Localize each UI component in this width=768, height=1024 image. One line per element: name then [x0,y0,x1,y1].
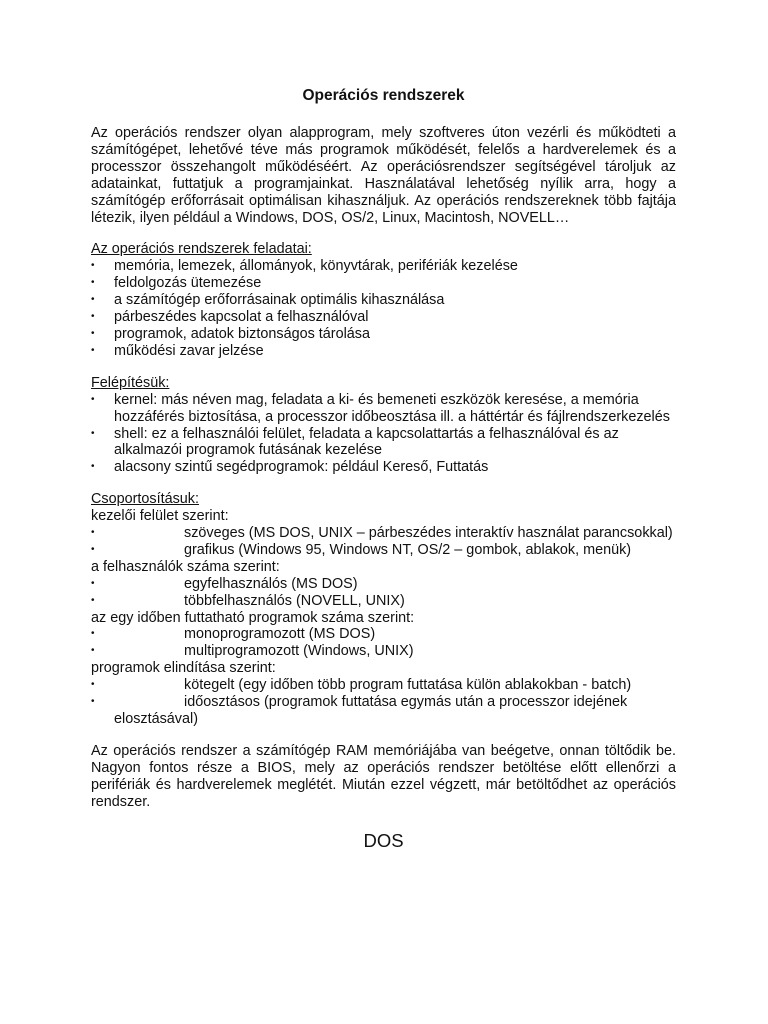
structure-heading: Felépítésük: [91,374,170,391]
group-item-text: multiprogramozott (Windows, UNIX) [184,643,414,660]
group-item-text: monoprogramozott (MS DOS) [184,626,376,643]
bullet-icon: • [91,461,95,473]
structure-section [91,375,676,476]
dos-heading: DOS [363,829,404,851]
task-item [91,292,676,309]
task-item [91,343,676,360]
group-item [91,525,676,542]
tasks-list [91,258,676,359]
task-item [91,275,676,292]
group-item [91,694,676,728]
tasks-section [91,241,676,359]
document-page [91,86,676,852]
group-item-text: grafikus (Windows 95, Windows NT, OS/2 – gombok, ablakok, menük) [184,541,632,558]
group-item [91,576,676,593]
structure-list [91,392,676,477]
list-item-text: párbeszédes kapcsolat a felhasználóval [114,309,369,326]
group-item-text: egyfelhasználós (MS DOS) [184,575,358,592]
bullet-icon: • [91,260,95,272]
bullet-icon: • [91,344,95,356]
bullet-icon: • [91,577,95,589]
grouping-heading: Csoportosításuk: [91,491,199,508]
bullet-icon: • [91,628,95,640]
bullet-icon: • [91,277,95,289]
list-item-text: a számítógép erőforrásainak optimális kihasználása [114,292,445,309]
bullet-icon: • [91,393,95,405]
group-item [91,593,676,610]
bullet-icon: • [91,427,95,439]
group-item [91,626,676,643]
bullet-icon: • [91,527,95,539]
group-label: az egy időben futtatható programok száma szerint: [91,609,415,626]
bullet-icon: • [91,594,95,606]
task-item [91,326,676,343]
group-item-text: többfelhasználós (NOVELL, UNIX) [184,592,405,609]
page-title: Operációs rendszerek [302,87,465,104]
group-item-text: szöveges (MS DOS, UNIX – párbeszédes interaktív használat parancsokkal) [184,525,673,542]
list-item-text: kernel: más néven mag, feladata a ki- és bemeneti eszközök keresése, a memória hozzáférés biztosítása, a processzor időbeosztása ill. a háttértár és fájlrendszerkezelés [114,391,670,425]
group-item-text: időosztásos (programok futtatása egymás után a processzor idejének elosztásával) [114,694,628,727]
list-item-text: shell: ez a felhasználói felület, feladata a kapcsolattartás a felhasználóval és az alkalmazói programok futásának kezelése [114,425,619,459]
list-item-text: alacsony szintű segédprogramok: például Kereső, Futtatás [114,459,489,476]
group-item [91,677,676,694]
bullet-icon: • [91,543,95,555]
list-item-text: memória, lemezek, állományok, könyvtárak, perifériák kezelése [114,258,518,275]
group-label: a felhasználók száma szerint: [91,558,280,575]
group-item-text: kötegelt (egy időben több program futtatása külön ablakokban - batch) [184,677,632,694]
tasks-heading: Az operációs rendszerek feladatai: [91,241,312,258]
structure-item [91,459,676,476]
list-item-text: működési zavar jelzése [114,342,264,359]
bullet-icon: • [91,679,95,691]
structure-item [91,426,676,460]
boot-paragraph: Az operációs rendszer a számítógép RAM memóriájába van beégetve, onnan töltődik be. Nagyon fontos része a BIOS, mely az operációs rendszer betöltése előtt ellenőrzi a perifériák és hardverelemek meglétét. Miután ezzel végzett, már betöltődhet az operációs rendszer. [91,742,676,810]
group-item [91,542,676,559]
list-item-text: feldolgozás ütemezése [114,275,262,292]
bullet-icon: • [91,645,95,657]
bullet-icon: • [91,294,95,306]
group-label: kezelői felület szerint: [91,508,229,525]
bullet-icon: • [91,696,95,708]
bullet-icon: • [91,327,95,339]
intro-paragraph: Az operációs rendszer olyan alapprogram, mely szoftveres úton vezérli és működteti a számítógépet, lehetővé téve más programok működését, felelős a hardverelemek és a processzor összehangolt működéséért. Az operációsrendszer segítségével tároljuk az adatainkat, futtatjuk a programjainkat. Használatával lehetőség nyílik arra, hogy a számítógép erőforrásait optimálisan kihasználjuk. Az operációs rendszereknek több fajtája létezik, ilyen például a Windows, DOS, OS/2, Linux, Macintosh, NOVELL… [91,125,676,226]
task-item [91,309,676,326]
group-item [91,643,676,660]
task-item [91,258,676,275]
group-label: programok elindítása szerint: [91,660,276,677]
list-item-text: programok, adatok biztonságos tárolása [114,325,370,342]
grouping-section [91,491,676,728]
bullet-icon: • [91,311,95,323]
structure-item [91,392,676,426]
